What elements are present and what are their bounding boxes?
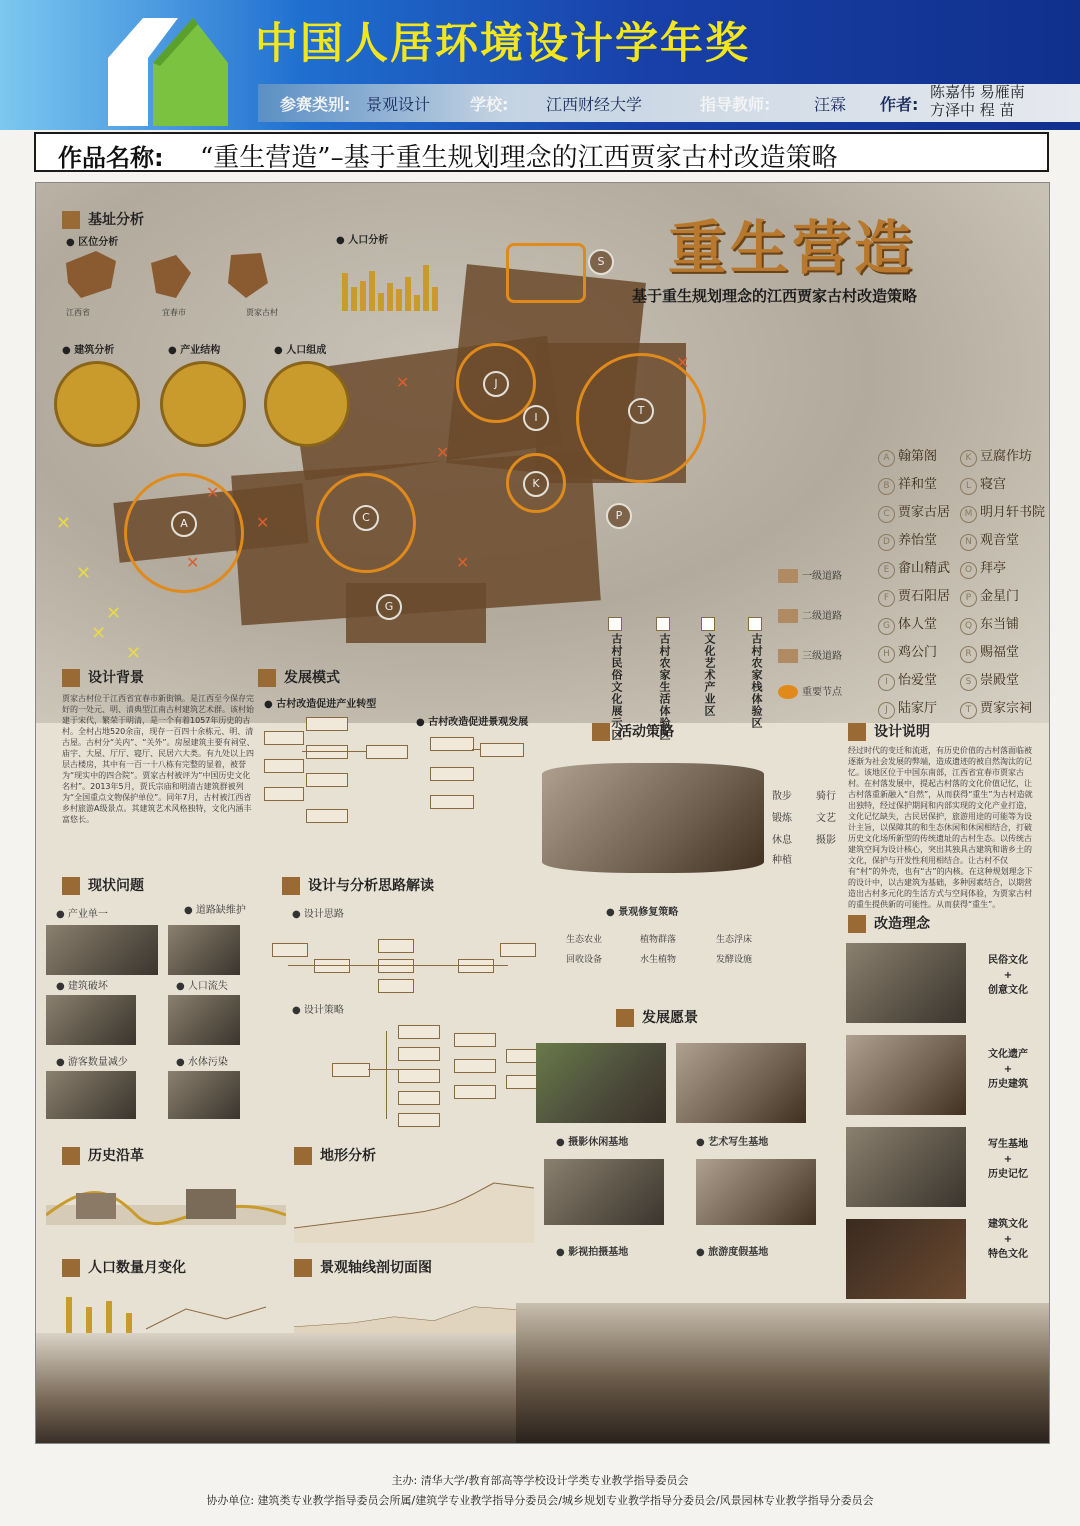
node-s: S — [588, 249, 614, 275]
road-level-2: 二级道路 — [778, 607, 842, 623]
node-t: T — [628, 398, 654, 424]
section-heading: 景观轴线剖切面图 — [294, 1257, 432, 1277]
eco-4: 回收设备 — [566, 955, 603, 965]
vision-label-4: ● 旅游度假基地 — [696, 1247, 769, 1258]
transform-photo-2 — [846, 1035, 966, 1115]
transform-photo-1 — [846, 943, 966, 1023]
node-p: P — [606, 503, 632, 529]
population-bar-chart — [340, 253, 450, 313]
industry-pie — [160, 361, 246, 447]
loc-label-1: 江西省 — [66, 308, 90, 317]
vision-label-1: ● 摄影休闲基地 — [556, 1137, 629, 1148]
activity-exercise: 锻炼 — [772, 813, 792, 824]
vision-photo-2 — [676, 1043, 806, 1123]
activity-art: 文艺 — [816, 813, 836, 824]
author-names: 陈嘉伟 易雁南 方泽中 程 苗 — [930, 83, 1025, 119]
house-logo-icon — [98, 8, 238, 126]
status-photo-2 — [168, 925, 240, 975]
category-label: 参赛类别: — [280, 95, 351, 114]
design-note-heading: 设计说明 — [848, 721, 930, 741]
node-ring-top — [506, 243, 586, 303]
design-thinking-label: ● 设计思路 — [292, 909, 344, 920]
footer-host: 主办: 清华大学/教育部高等学校设计学类专业教学指导委员会 — [391, 1474, 689, 1487]
design-analysis-heading: 设计与分析思路解读 — [282, 875, 434, 895]
transform-label-3: 写生基地 + 历史记忆 — [988, 1139, 1028, 1180]
transform-heading: 改造理念 — [848, 913, 930, 933]
road-level-3: 三级道路 — [778, 647, 842, 663]
eco-2: 植物群落 — [640, 935, 677, 945]
node-i: I — [523, 405, 549, 431]
eco-1: 生态农业 — [566, 935, 603, 945]
building-pie — [54, 361, 140, 447]
history-timeline — [46, 1175, 286, 1235]
status-photo-5 — [46, 1071, 136, 1119]
design-bg-heading: 设计背景 — [62, 667, 144, 687]
status-3: ● 建筑破坏 — [56, 981, 108, 992]
location-heading: ● 区位分析 — [66, 237, 119, 248]
dev-mode-heading: 发展模式 — [258, 667, 340, 687]
teacher-value: 汪霖 — [814, 95, 847, 114]
status-4: ● 人口流失 — [176, 981, 228, 992]
village-aerial-map: A C T J K S I G P ✕ ✕ ✕ ✕ ✕ ✕ ✕ ✕ ✕ ✕ ✕ ✕ — [36, 183, 1049, 723]
vision-heading: 发展愿景 — [616, 1007, 698, 1027]
footer-co: 协办单位: 建筑类专业教学指导委员会所属/建筑学专业教学指导分委员会/城乡规划专业教学指导分委员会/风景园林专业教学指导分委员会 — [206, 1494, 874, 1507]
node-g: G — [376, 594, 402, 620]
transform-label-1: 民俗文化 + 创意文化 — [988, 955, 1028, 996]
population-pie — [264, 361, 350, 447]
industry-heading: ● 产业结构 — [168, 345, 221, 356]
poster-board: A C T J K S I G P ✕ ✕ ✕ ✕ ✕ ✕ ✕ ✕ ✕ ✕ ✕ ✕ 基址分析 ● 区位分析 江西省 宜春市 贾家古村 ● 人口分析 ● 建筑分析 ● 产业结构 ● 人口组成 重生营造 基于重生规划理念的江西贾家古村改造策略 A 翰第阁 B 祥和堂 C 贾家古居 D 养怡堂 E 畲山精武 F 贾石阳居 G 体人堂 H 鸡公门 I 怡爱堂 J 陆家厅 K 豆腐作坊 L 寝宫 M 明月轩书院 N 观音堂 O 拜亭 P 金星门 Q 东当铺 R 赐福堂 S 崇殿堂 T 贾家宗祠 一级道路 二级道路 三级道路 重要节点 古村民俗文化展示区 古村农家生活体验区 文化艺术产业区 古村农家栈体验区 设计背景 贾家古村位于江西省宜春市新街镇。是江西至今保存完好的一处元、明、清典型江南古村建筑艺术群。该村始建于宋代，繁荣于明清，是一个有着1057年历史的古村。全村占地520余亩，现存一百四十余栋元、明、清古屋。古村分“关内”、“关外”。房屋建筑主要有祠堂、庙宇、大屋、厅厅、寝厅、民居六大类。有九处以上四层古楼房，其中有一百一十八栋有完整的显着，被誉为“现实中的四合院”。贾家古村被评为“中国历史文化名村”。2013年5月，贾氏宗庙和明清古建筑群被列为“全国重点文物保护单位”。同年7月，古村被江西省乡村旅游A级景点。其建筑艺术风格独特，文化内涵丰富悠长。 发展模式 ● 古村改造促进产业转型 ● 古村改造促进景观发展 活动策略 散步 骑行 锻炼 文艺 休息 摄影 种植 设计说明 经过时代的变迁和流逝，有历史价值的古村落面临被逐渐为社会发展的弊端，造成遗迹的被自然淘汰的记忆。该地区位于中国东南部，江西省宜春市贾家古村。在村落发展中，提起古村落的文化价值记忆，让古村落重新融入“自然”，从而获得“重生”为古村造就出独特，经过保护期间和内部实现的文化产业打造，文化记忆缺失，古民居保护，旅游用途的可能等为设计主旨，以保障其的和生态休闲和休闲相结合，打破历史文化场所新型的传统遗址的古村生态。以传统古建筑空间为设计核心，突出其独具古建筑和谐乡土的文化，保护与开发性利用相结合。让古村不仅有“村”的外壳，也有“古”的内核。在这种规划理念下的设计中，以古建筑为基础，多种因素结合，以期营造出古村多元化的生活方式与空间体验，为贾家古村的重生提供新的可能性。从而获得“重生”。 现状问题 ● 产业单一 ● 道路缺维护 ● 建筑破坏 ● 人口流失 ● 游客数量减少 ● 水体污染 设计与分析思路解读 ● 设计思路 ● 设计策略 ● 景观修复策略 生态农业 植物群落 生态浮床 回收设备 水生植物 发酵设施 改造理念 民俗文化 + 创意文化 文化遗产 + 历史建筑 写生基地 + 历史记忆 建筑文化 + 特色文化 发展愿景 ● 摄影休闲基地 ● 艺术写生基地 ● 影视拍摄基地 ● 旅游度假基地 历史沿革 地形分析 人口数量月变化 景观轴线剖切面图 — [35, 182, 1050, 1444]
key-node-legend: 重要节点 — [778, 683, 842, 699]
activity-photo: 摄影 — [816, 835, 836, 846]
work-name-label: 作品名称: — [58, 144, 164, 172]
status-2: ● 道路缺维护 — [184, 905, 246, 916]
status-1: ● 产业单一 — [56, 909, 108, 920]
village-block — [346, 583, 486, 643]
transform-photo-3 — [846, 1127, 966, 1207]
status-photo-1 — [46, 925, 158, 975]
vision-label-3: ● 影视拍摄基地 — [556, 1247, 629, 1258]
author-label: 作者: — [880, 95, 919, 114]
loc-label-2: 宜春市 — [162, 308, 186, 317]
school-value: 江西财经大学 — [546, 95, 643, 114]
terrain-profile — [294, 1173, 534, 1243]
zone-1: 古村民俗文化展示区 — [610, 633, 623, 741]
population-heading: ● 人口分析 — [336, 235, 389, 246]
node-a: A — [171, 511, 197, 537]
design-strategy-label: ● 设计策略 — [292, 1005, 344, 1016]
terrain-heading: 地形分析 — [294, 1145, 376, 1165]
design-note-text: 经过时代的变迁和流逝，有历史价值的古村落面临被逐渐为社会发展的弊端，造成遗迹的被自然淘汰的记忆。该地区位于中国东南部，江西省宜春市贾家古村。在村落发展中，提起古村落的文化价值记忆，让古村落重新融入“自然”，从而获得“重生”为古村造就出独特，经过保护期间和内部实现的文化产业打造，文化记忆缺失，古民居保护，旅游用途的可能等为设计主旨，以保障其的和生态休闲和休闲相结合，打破历史文化场所新型的传统遗址的古村生态。以传统古建筑空间为设计核心，突出其独具古建筑和谐乡土的文化，保护与开发性利用相结合。让古村不仅有“村”的外壳，也有“古”的内核。在这种规划理念下的设计中，以古建筑为基础，多种因素结合，以期营造出古村多元化的生活方式与空间体验，为贾家古村的重生提供新的可能性。从而获得“重生”。 — [848, 746, 1033, 909]
poster-big-title: 重生营造 — [668, 214, 917, 282]
transform-label-2: 文化遗产 + 历史建筑 — [988, 1049, 1028, 1090]
node-k: K — [523, 471, 549, 497]
status-5: ● 游客数量减少 — [56, 1057, 128, 1068]
elder-portrait-photo — [36, 1333, 516, 1443]
pop-structure-heading: ● 人口组成 — [274, 345, 327, 356]
zone-2: 古村农家生活体验区 — [658, 633, 671, 741]
vision-label-2: ● 艺术写生基地 — [696, 1137, 769, 1148]
transform-photo-4 — [846, 1219, 966, 1299]
status-heading: 现状问题 — [62, 875, 144, 895]
status-6: ● 水体污染 — [176, 1057, 228, 1068]
zone-3: 文化艺术产业区 — [703, 633, 716, 717]
school-label: 学校: — [470, 95, 509, 114]
site-analysis-heading: 基址分析 — [62, 209, 144, 229]
category-value: 景观设计 — [366, 95, 431, 114]
location-maps — [56, 243, 276, 313]
eco-3: 生态浮床 — [716, 935, 753, 945]
pop-change-heading: 人口数量月变化 — [62, 1257, 186, 1277]
design-bg-text: 贾家古村位于江西省宜春市新街镇。是江西至今保存完好的一处元、明、清典型江南古村建筑艺术群。该村始建于宋代，繁荣于明清，是一个有着1057年历史的古村。全村占地520余亩，现存一百四十余栋元、明、清古屋。古村分“关内”、“关外”。房屋建筑主要有祠堂、庙宇、大屋、厅厅、寝厅、民居六大类。有九处以上四层古楼房，其中有一百一十八栋有完整的显着，被誉为“现实中的四合院”。贾家古村被评为“中国历史文化名村”。2013年5月，贾氏宗庙和明清古建筑群被列为“全国重点文物保护单位”。同年7月，古村被江西省乡村旅游A级景点。其建筑艺术风格独特，文化内涵丰富悠长。 — [62, 694, 255, 824]
dev-sub-2: ● 古村改造促进景观发展 — [416, 717, 529, 728]
section-diagram — [294, 1287, 534, 1337]
vision-photo-3 — [544, 1159, 664, 1225]
activity-rest: 休息 — [772, 835, 792, 846]
status-photo-6 — [168, 1071, 240, 1119]
activity-heading: 活动策略 — [592, 721, 674, 741]
activity-model-photo — [542, 763, 764, 873]
eco-6: 发酵设施 — [716, 955, 753, 965]
activity-cycle: 骑行 — [816, 791, 836, 802]
status-photo-3 — [46, 995, 136, 1045]
activity-plant: 种植 — [772, 855, 792, 866]
transform-label-4: 建筑文化 + 特色文化 — [988, 1219, 1028, 1260]
activity-walk: 散步 — [772, 791, 792, 802]
loc-label-3: 贾家古村 — [246, 308, 278, 317]
node-j: J — [483, 371, 509, 397]
eco-heading: ● 景观修复策略 — [606, 907, 679, 918]
award-title: 中国人居环境设计学年奖 — [255, 19, 750, 69]
vision-photo-1 — [536, 1043, 666, 1123]
old-village-house-photo — [516, 1303, 1049, 1443]
work-name-title: “重生营造”–基于重生规划理念的江西贾家古村改造策略 — [200, 143, 838, 173]
status-photo-4 — [168, 995, 240, 1045]
node-c: C — [353, 505, 379, 531]
vision-photo-4 — [696, 1159, 816, 1225]
road-level-1: 一级道路 — [778, 567, 842, 583]
eco-5: 水生植物 — [640, 955, 677, 965]
teacher-label: 指导教师: — [700, 95, 771, 114]
building-heading: ● 建筑分析 — [62, 345, 115, 356]
dev-sub-1: ● 古村改造促进产业转型 — [264, 699, 377, 710]
poster-subtitle: 基于重生规划理念的江西贾家古村改造策略 — [632, 287, 918, 305]
zone-4: 古村农家栈体验区 — [750, 633, 763, 729]
history-heading: 历史沿革 — [62, 1145, 144, 1165]
